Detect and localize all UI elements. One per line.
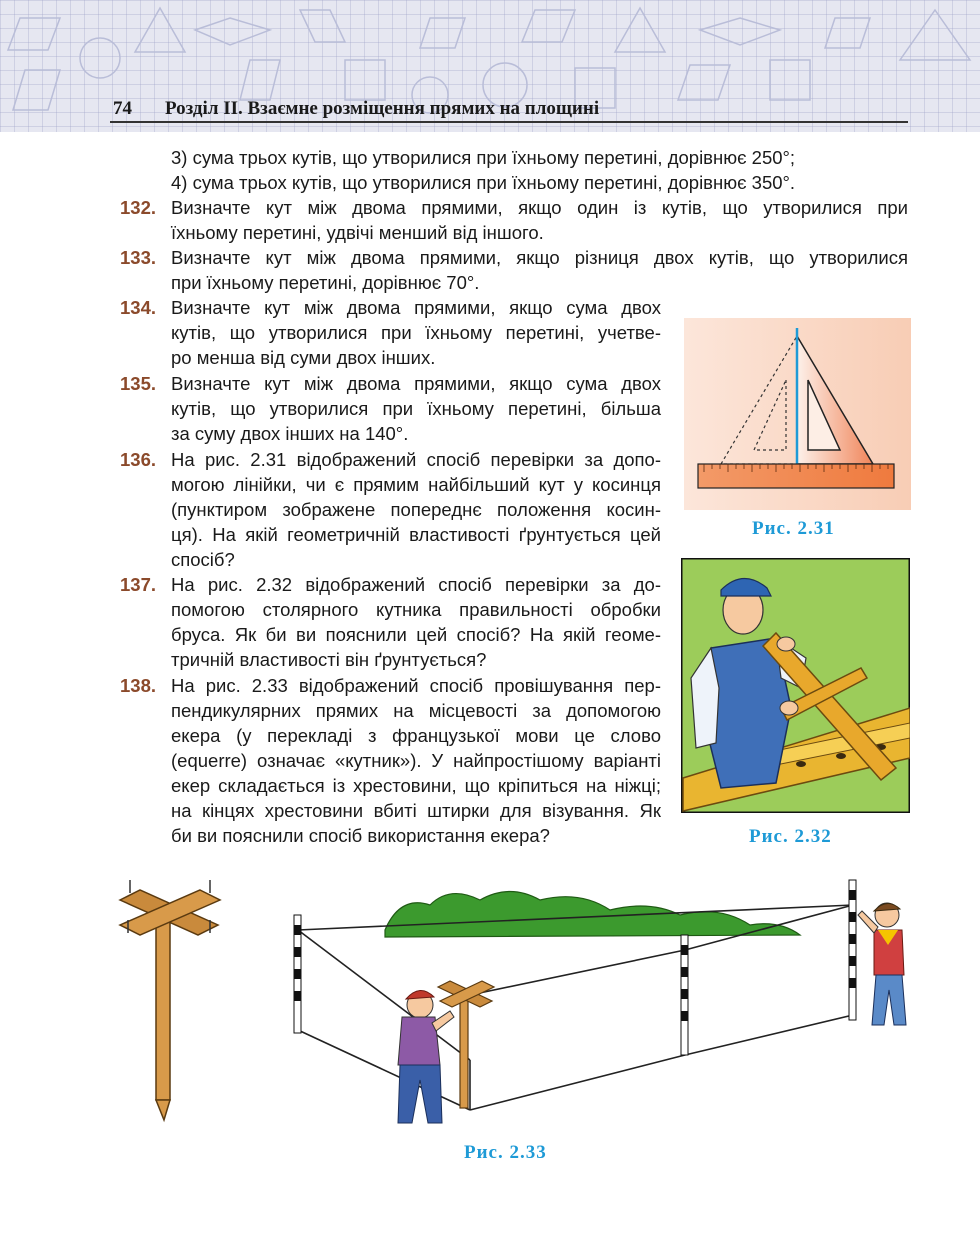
problem-text	[171, 245, 908, 295]
problem-line: екер складається із хрестовини, що кріпиться на ніжці;	[171, 775, 661, 796]
problem-number: 135.	[120, 373, 157, 394]
problem-line: тричній властивості він ґрунтується?	[171, 649, 487, 670]
problem-line: Визначте кут між двома прямими, якщо один із кутів, що утворилися при	[171, 197, 908, 218]
problem-line: Визначте кут між двома прямими, якщо сума двох	[171, 373, 661, 394]
problem-text	[171, 371, 661, 446]
problem-line: ця). На якій геометричній властивості ґрунтується цей	[171, 524, 661, 545]
problem-line: Визначте кут між двома прямими, якщо різниця двох кутів, що утворилися	[171, 247, 908, 268]
problem-text	[171, 447, 661, 572]
problem-line: (equerre) означає «кутник»). У найпростішому варіанті	[171, 750, 661, 771]
problem-line: кутів, що утворилися при їхньому перетині, більша	[171, 398, 661, 419]
problem-line: бруса. Як би ви пояснили цей спосіб? На якій геоме-	[171, 624, 661, 645]
problem-number: 133.	[120, 247, 157, 268]
problem-line: екера (у перекладі з французької мови це слово	[171, 725, 661, 746]
problem-number: 137.	[120, 574, 157, 595]
problem-text	[171, 673, 661, 848]
problem-line: їхньому перетині, удвічі менший від іншого.	[171, 222, 544, 243]
figure-2-33-illustration	[110, 875, 920, 1135]
page-number: 74	[113, 98, 132, 119]
problem-text	[171, 295, 661, 370]
problem-number: 134.	[120, 297, 157, 318]
problem-number: 136.	[120, 449, 157, 470]
continuation-item-3: 3) сума трьох кутів, що утворилися при їхньому перетині, дорівнює 250°;	[171, 147, 796, 168]
section-title: Розділ ІІ. Взаємне розміщення прямих на площині	[165, 98, 600, 119]
problem-line: На рис. 2.32 відображений спосіб перевірки за до-	[171, 574, 661, 595]
eker-stake	[120, 880, 220, 1120]
problem-line: спосіб?	[171, 549, 235, 570]
problem-line: На рис. 2.33 відображений спосіб провішування пер-	[171, 675, 661, 696]
figure-2-32-caption: Рис. 2.32	[749, 826, 832, 847]
problem-line: на кінцях хрестовини вбиті штирки для візування. Як	[171, 800, 661, 821]
figure-2-31-illustration	[684, 318, 911, 510]
problem-line: би ви пояснили спосіб використання екера?	[171, 825, 550, 846]
problem-text	[171, 572, 661, 672]
problem-line: за суму двох інших на 140°.	[171, 423, 409, 444]
figure-2-33-caption: Рис. 2.33	[464, 1142, 547, 1163]
boy-with-pole	[858, 903, 906, 1025]
problem-line: (пунктиром зображене попереднє положення косин-	[171, 499, 661, 520]
problem-line: ро менша від суми двох інших.	[171, 347, 436, 368]
problem-number: 138.	[120, 675, 157, 696]
problem-line: помогою столярного кутника правильності обробки	[171, 599, 661, 620]
boy-observer	[398, 990, 454, 1123]
figure-2-32-illustration	[681, 558, 910, 813]
header-divider	[110, 121, 908, 123]
problem-line: Визначте кут між двома прямими, якщо сума двох	[171, 297, 661, 318]
problem-number: 132.	[120, 197, 157, 218]
problem-line: могою лінійки, чи є прямим найбільший кут у косинця	[171, 474, 661, 495]
problem-line: пендикулярних прямих на місцевості за допомогою	[171, 700, 661, 721]
problem-line: при їхньому перетині, дорівнює 70°.	[171, 272, 480, 293]
problem-text	[171, 195, 908, 245]
figure-2-31-caption: Рис. 2.31	[752, 518, 835, 539]
problem-line: кутів, що утворилися при їхньому перетині, учетве-	[171, 322, 661, 343]
problem-line: На рис. 2.31 відображений спосіб перевірки за допо-	[171, 449, 661, 470]
continuation-item-4: 4) сума трьох кутів, що утворилися при їхньому перетині, дорівнює 350°.	[171, 172, 796, 193]
